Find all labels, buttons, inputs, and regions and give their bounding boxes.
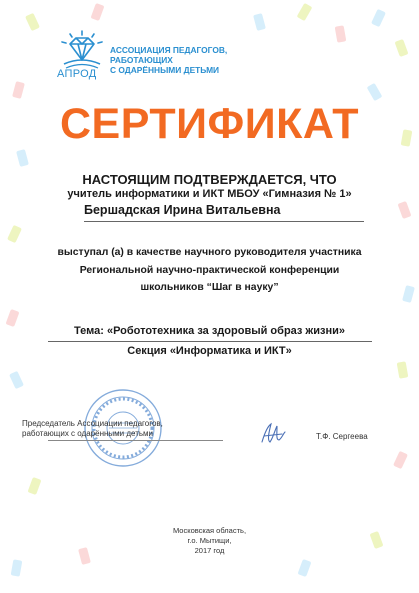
body-line: школьников “Шаг в науку”: [140, 282, 279, 293]
handwritten-signature-icon: [258, 420, 288, 448]
section-line: Секция «Информатика и ИКТ»: [127, 345, 292, 357]
organization-name-line: РАБОТАЮЩИХ: [110, 55, 173, 65]
diamond-logo-icon: [58, 30, 106, 70]
chairperson-line: Председатель Ассоциации педагогов,: [22, 419, 163, 428]
confirmation-heading: НАСТОЯЩИМ ПОДТВЕРЖДАЕТСЯ, ЧТО: [82, 172, 337, 187]
logo-abbreviation: АПРОД: [57, 68, 97, 80]
chairperson-line: работающих с одарёнными детьми: [22, 429, 153, 438]
topic-line: Тема: «Робототехника за здоровый образ жизни»: [73, 325, 345, 337]
signer-name: Т.Ф. Сергеева: [316, 432, 368, 441]
footer-line: 2017 год: [194, 546, 225, 555]
certificate-title: СЕРТИФИКАТ: [59, 100, 360, 148]
topic-divider: [48, 341, 372, 342]
recipient-name: Бершадская Ирина Витальевна: [84, 203, 281, 217]
signature-underline: [48, 440, 223, 441]
body-line: выступал (а) в качестве научного руководителя участника: [57, 247, 362, 258]
chairperson-title: [22, 419, 222, 439]
certificate-body: [0, 244, 419, 297]
footer-location: [0, 526, 419, 556]
footer-line: Московская область,: [172, 526, 247, 535]
body-line: Региональной научно-практической конференции: [79, 264, 340, 276]
recipient-position: учитель информатики и ИКТ МБОУ «Гимназия № 1»: [67, 188, 352, 200]
name-underline: [84, 221, 364, 222]
organization-name-line: С ОДАРЁННЫМИ ДЕТЬМИ: [110, 65, 220, 75]
organization-name: [110, 45, 260, 75]
footer-line: г.о. Мытищи,: [187, 536, 232, 545]
organization-name-line: АССОЦИАЦИЯ ПЕДАГОГОВ,: [110, 45, 228, 55]
